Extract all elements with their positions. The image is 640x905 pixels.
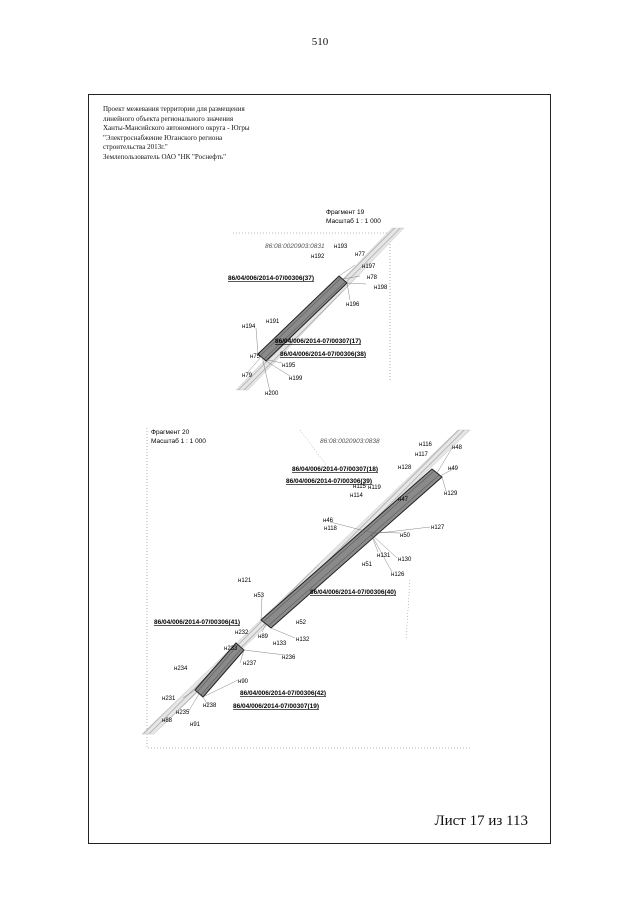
point-label: н197 xyxy=(362,264,376,270)
point-label: н233 xyxy=(224,646,238,652)
point-label: н53 xyxy=(254,593,264,599)
parcel-label: 86/04/006/2014-07/00307(18) xyxy=(292,466,379,473)
point-label: н238 xyxy=(203,703,217,709)
header-line: Землепользователь ОАО "НК "Роснефть" xyxy=(103,152,226,161)
point-label: н232 xyxy=(235,630,249,636)
point-label: н114 xyxy=(350,493,363,499)
point-label: н47 xyxy=(398,497,408,503)
point-label: н79 xyxy=(242,373,252,379)
point-label: н115 xyxy=(353,484,366,490)
parcel-label: 86/04/006/2014-07/00306(37) xyxy=(228,275,315,282)
point-label: н89 xyxy=(258,634,268,640)
point-label: н126 xyxy=(391,572,405,578)
point-label: н88 xyxy=(162,718,172,724)
fragment-19 xyxy=(228,209,404,397)
fragment-19-title: Фрагмент 19 xyxy=(326,209,365,216)
header-line: "Электроснабжение Юганского региона xyxy=(103,133,223,142)
fragment-20 xyxy=(142,428,470,748)
point-label: н234 xyxy=(174,666,188,672)
point-label: н51 xyxy=(362,562,372,568)
page-number: 510 xyxy=(311,36,329,48)
point-label: н194 xyxy=(242,324,256,330)
point-label: н50 xyxy=(400,533,410,539)
point-label: н237 xyxy=(243,661,257,667)
point-label: н129 xyxy=(444,491,458,497)
point-label: н193 xyxy=(334,244,348,250)
point-label: н78 xyxy=(367,275,377,281)
parcel-label: 86/04/006/2014-07/00306(41) xyxy=(154,619,241,626)
fragment-20-title: Фрагмент 20 xyxy=(151,429,190,436)
fragment-19-scale: Масштаб 1 : 1 000 xyxy=(326,218,381,225)
cadastral-quarter-number: 86:08:0020903:0838 xyxy=(320,438,380,445)
point-label: н133 xyxy=(273,641,287,647)
parcel-label: 86/04/006/2014-07/00307(19) xyxy=(233,703,320,710)
parcel-label: 86/04/006/2014-07/00307(17) xyxy=(275,338,362,345)
point-label: н52 xyxy=(296,620,306,626)
parcel-label: 86/04/006/2014-07/00306(38) xyxy=(280,351,367,358)
header-line: Проект межевания территории для размещения xyxy=(103,105,245,113)
point-label: н49 xyxy=(448,466,458,472)
point-label: н128 xyxy=(398,465,412,471)
point-label: н121 xyxy=(238,578,252,584)
parcel-label: 86/04/006/2014-07/00306(42) xyxy=(240,690,327,697)
point-label: н127 xyxy=(431,525,445,531)
point-label: н200 xyxy=(265,391,279,397)
point-label: н91 xyxy=(190,722,200,728)
point-label: н119 xyxy=(368,485,381,491)
point-label: н46 xyxy=(323,518,333,524)
point-label: н231 xyxy=(162,696,176,702)
header-line: линейного объекта регионального значения xyxy=(103,114,234,123)
sheet-number: Лист 17 из 113 xyxy=(434,813,528,829)
point-label: н195 xyxy=(282,363,296,369)
point-label: н131 xyxy=(377,553,391,559)
point-label: н199 xyxy=(289,376,303,382)
point-label: н118 xyxy=(324,526,337,532)
parcel-label: 86/04/006/2014-07/00306(39) xyxy=(286,478,373,485)
parcel-label: 86/04/006/2014-07/00306(40) xyxy=(310,589,397,596)
header-line: Ханты-Мансийского автономного округа - Югры xyxy=(103,124,250,133)
point-label: н132 xyxy=(296,637,310,643)
fragment-20-scale: Масштаб 1 : 1 000 xyxy=(151,438,206,445)
point-label: н77 xyxy=(355,252,365,258)
point-label: н191 xyxy=(266,319,280,325)
point-label: н130 xyxy=(398,557,412,563)
point-label: н236 xyxy=(282,655,296,661)
point-label: н90 xyxy=(238,679,248,685)
point-label: н116 xyxy=(419,442,432,448)
point-label: н117 xyxy=(415,452,428,458)
header-line: строительства 2013г." xyxy=(103,143,168,152)
point-label: н192 xyxy=(311,254,325,260)
point-label: н75 xyxy=(250,354,260,360)
point-label: н48 xyxy=(452,445,462,451)
point-label: н196 xyxy=(346,302,360,308)
cadastral-quarter-number: 86:08:0020903:0831 xyxy=(265,243,325,250)
point-label: н198 xyxy=(374,285,388,291)
point-label: н235 xyxy=(176,710,190,716)
